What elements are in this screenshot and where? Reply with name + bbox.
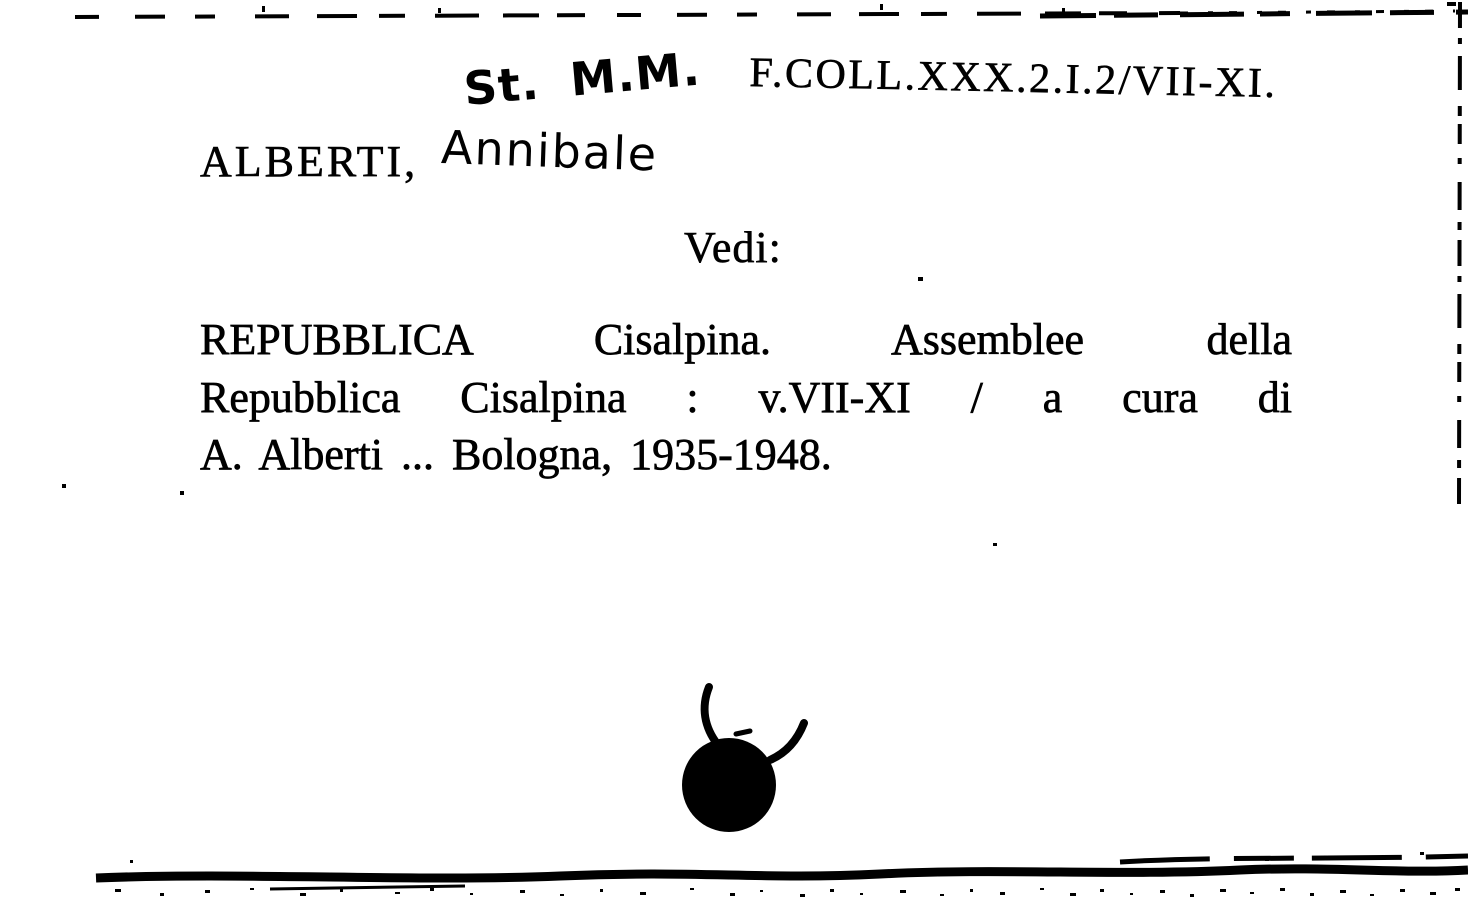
- author-surname: ALBERTI,: [200, 137, 419, 186]
- citation-paragraph: [200, 311, 1292, 484]
- right-border: [1459, 2, 1460, 505]
- collection-stamp: St. M.M.: [461, 41, 703, 116]
- hole-punch-tick: [736, 731, 750, 734]
- shelfmark: F.COLL.XXX.2.I.2/VII-XI.: [749, 50, 1278, 108]
- citation-line-2: Repubblica Cisalpina : v.VII-XI / a cura di: [200, 372, 1292, 422]
- hole-punch: [682, 687, 804, 832]
- hole-punch-left-stroke: [705, 687, 718, 745]
- bottom-border: [96, 856, 1468, 889]
- citation-line-3: A. Alberti ... Bologna, 1935-1948.: [200, 430, 832, 479]
- author-forename-handwritten: Annibale: [440, 120, 660, 182]
- top-border-ticks: [262, 2, 1456, 13]
- citation-line-1: REPUBBLICA Cisalpina. Assemblee della: [200, 315, 1292, 364]
- bottom-border-speckles: [115, 852, 1460, 897]
- top-border: [75, 11, 1468, 17]
- hole-punch-right-stroke: [770, 723, 804, 760]
- see-reference-label: Vedi:: [684, 223, 782, 272]
